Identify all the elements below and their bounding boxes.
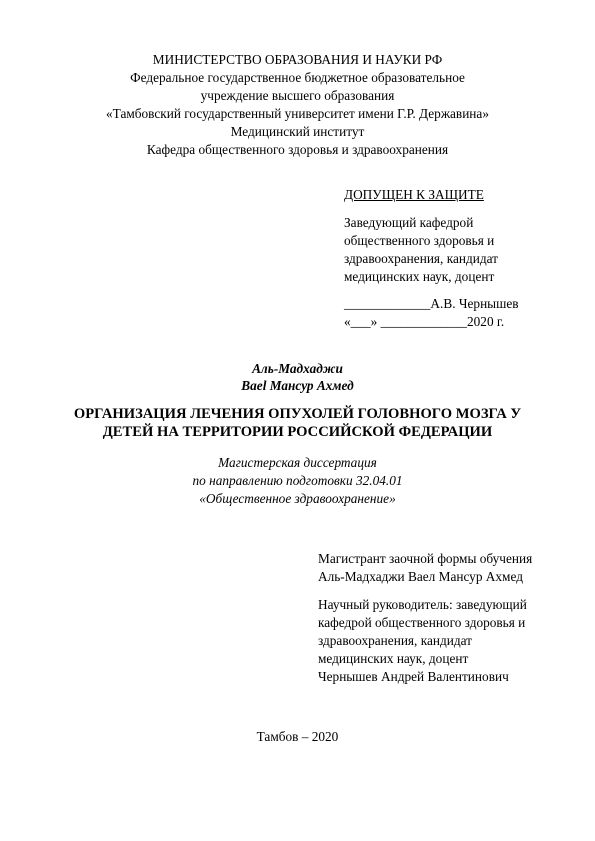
university-name: «Тамбовский государственный университет имени Г.Р. Державина» (106, 106, 489, 121)
department-name: Кафедра общественного здоровья и здравоохранения (146, 142, 449, 157)
city-year: Тамбов – 2020 (256, 729, 339, 744)
supervisor-line: Научный руководитель: заведующий (318, 597, 527, 612)
thesis-title-line2: ДЕТЕЙ НА ТЕРРИТОРИИ РОССИЙСКОЙ ФЕДЕРАЦИИ (102, 424, 493, 440)
approval-date-line: «___» _____________2020 г. (344, 314, 505, 329)
ministry-name: МИНИСТЕРСТВО ОБРАЗОВАНИЯ И НАУКИ РФ (152, 52, 443, 67)
approval-line: здравоохранения, кандидат (344, 251, 498, 266)
work-type: Магистерская диссертация (218, 455, 377, 470)
author-given-names: Вael Мансур Ахмед (241, 378, 354, 393)
supervisor-name: Чернышев Андрей Валентинович (318, 669, 509, 684)
supervisor-line: кафедрой общественного здоровья и (318, 615, 526, 630)
institution-type-line2: учреждение высшего образования (200, 88, 395, 103)
approval-signature-line: _____________А.В. Чернышев (344, 296, 519, 311)
author-surname: Аль-Мадхаджи (252, 361, 343, 376)
institution-type-line1: Федеральное государственное бюджетное образовательное (130, 70, 465, 85)
approval-line: общественного здоровья и (344, 233, 495, 248)
supervisor-line: здравоохранения, кандидат (318, 633, 472, 648)
student-name: Аль-Мадхаджи Ваел Мансур Ахмед (318, 569, 523, 584)
approval-line: медицинских наук, доцент (344, 269, 495, 284)
work-specialty: «Общественное здравоохранение» (199, 491, 396, 506)
work-direction: по направлению подготовки 32.04.01 (192, 473, 403, 488)
thesis-title-line1: ОРГАНИЗАЦИЯ ЛЕЧЕНИЯ ОПУХОЛЕЙ ГОЛОВНОГО МОЗГА У (73, 406, 522, 422)
student-status: Магистрант заочной формы обучения (318, 551, 533, 566)
approval-line: Заведующий кафедрой (344, 215, 474, 230)
institute-name: Медицинский институт (230, 124, 365, 139)
supervisor-line: медицинских наук, доцент (318, 651, 469, 666)
approval-heading: ДОПУЩЕН К ЗАЩИТЕ (344, 187, 484, 202)
